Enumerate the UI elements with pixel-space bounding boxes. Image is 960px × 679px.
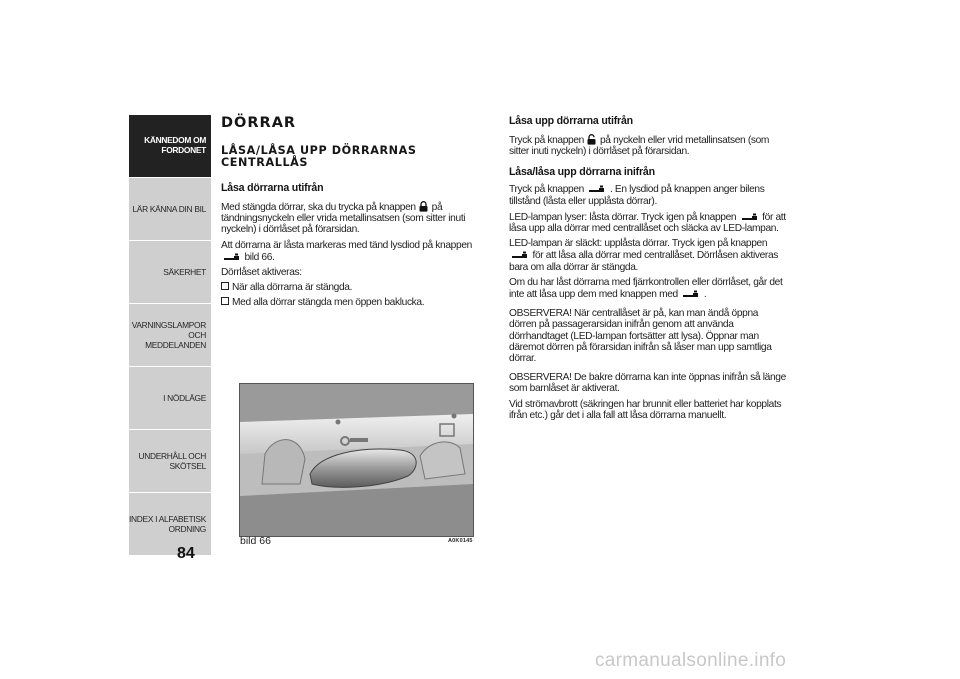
tab-varningslampor[interactable] [129, 304, 211, 366]
tab-label-line: SKÖTSEL [169, 461, 206, 471]
tab-underhall-och-skotsel[interactable] [129, 430, 211, 492]
key-button-icon [223, 253, 240, 262]
text: för att låsa upp alla dörrar med centrallåset och släcka av LED-lampan. [509, 211, 786, 235]
figure-door-lock-button [239, 383, 474, 537]
paragraph [509, 132, 787, 157]
text: LED-lampan är släckt: upplåsta dörrar. Tryck igen på knappen [509, 238, 768, 250]
text: Med alla dörrar stängda men öppen baklucka. [232, 297, 425, 309]
paragraph [509, 277, 787, 300]
paragraph [221, 199, 483, 236]
tab-label-line: LÄR KÄNNA DIN BIL [132, 204, 206, 214]
paragraph [221, 240, 483, 263]
watermark: carmanualsonline.info [595, 650, 787, 671]
chapter-heading: DÖRRAR [221, 115, 297, 131]
paragraph [509, 238, 787, 273]
tab-label-line: UNDERHÅLL OCH [138, 451, 206, 461]
key-button-icon [588, 185, 605, 194]
tab-label-line: I NÖDLÄGE [163, 393, 206, 403]
subsection-title: Låsa/låsa upp dörrarna inifrån [509, 166, 655, 179]
door-panel-illustration [240, 384, 473, 536]
text: Med stängda dörrar, ska du trycka på knappen [221, 202, 416, 213]
tab-lar-kanna-din-bil[interactable] [129, 178, 211, 240]
text: . [703, 289, 707, 301]
paragraph [509, 211, 787, 234]
section-heading [221, 145, 483, 168]
text: på nyckeln eller vrid metallinsatsen (som sitter inuti nyckeln) i dörrlåset på förarsidan. [509, 135, 770, 158]
right-column [509, 115, 787, 425]
section-heading-line: LÅSA/LÅSA UPP DÖRRARNAS [221, 144, 417, 157]
text: på tändningsnyckeln eller vrida metallinsatsen (som sitter inuti nyckeln) i dörrlåset på förarsidan. [221, 202, 466, 236]
text: LED-lampan lyser: låsta dörrar. Tryck igen på knappen [509, 211, 737, 223]
tab-label-line: SÄKERHET [163, 267, 206, 277]
text: . En lysdiod på knappen anger bilens tillstånd (låsta eller upplåsta dörrar). [509, 184, 765, 207]
page-number: 84 [177, 545, 195, 562]
tab-index[interactable] [129, 493, 211, 555]
key-button-icon [682, 290, 699, 299]
list-item [221, 297, 483, 308]
checkbox-bullet-icon [221, 282, 229, 290]
list-item [221, 282, 483, 293]
tab-i-nodlage[interactable] [129, 367, 211, 429]
tab-label-line: KÄNNEDOM OM [144, 135, 206, 145]
chapter-tabs [129, 115, 211, 556]
text: bild 66. [244, 251, 275, 263]
paragraph: Vid strömavbrott (säkringen har brunnit eller batteriet har kopplats ifrån etc.) går det i alla fall att låsa dörrarna manuellt. [509, 398, 782, 421]
tab-label-line: ORDNING [168, 524, 206, 534]
checkbox-bullet-icon [221, 297, 229, 305]
text: för att låsa alla dörrar med centrallåset. Dörrlåsen aktiveras bara om alla dörrar är stängda. [509, 250, 779, 273]
note-paragraph: OBSERVERA! När centrallåset är på, kan man ändå öppna dörren på passagerarsidan inifrån genom att använda dörrhandtaget (LED-lampan fortsätter att lysa). Öppnar man däremot dörren på förarsidan inifrån så låser man upp samtliga dörrar. [509, 308, 772, 365]
figure-code: A0K0145 [448, 538, 473, 544]
text: Tryck på knappen [509, 184, 584, 196]
tab-label-line: VARNINGSLAMPOR [131, 320, 206, 330]
left-column [221, 115, 483, 313]
text: Tryck på knappen [509, 135, 584, 146]
text: När alla dörrarna är stängda. [232, 282, 353, 294]
text: Om du har låst dörrarna med fjärrkontrollen eller dörrlåset, går det inte att låsa upp dem med knappen med [509, 276, 783, 301]
tab-kannedom-om-fordonet[interactable] [129, 115, 211, 177]
paragraph: Dörrlåset aktiveras: [221, 267, 302, 279]
section-heading-line: CENTRALLÅS [221, 155, 309, 169]
tab-label-line: FORDONET [161, 145, 206, 155]
paragraph [509, 183, 787, 206]
figure-caption: bild 66 [240, 535, 271, 547]
subsection-title: Låsa upp dörrarna utifrån [509, 115, 633, 127]
tab-label-line: INDEX I ALFABETISK [129, 514, 206, 524]
key-button-icon [741, 213, 758, 222]
padlock-open-icon [587, 134, 596, 145]
tab-label-line: OCH MEDDELANDEN [145, 330, 206, 350]
padlock-icon [419, 201, 428, 212]
tab-sakerhet[interactable] [129, 241, 211, 303]
subsection-title: Låsa dörrarna utifrån [221, 182, 324, 194]
key-button-icon [511, 251, 528, 260]
text: Att dörrarna är låsta markeras med tänd lysdiod på knappen [221, 239, 472, 251]
note-paragraph: OBSERVERA! De bakre dörrarna kan inte öppnas inifrån så länge som barnlåset är aktiverat. [509, 372, 786, 395]
